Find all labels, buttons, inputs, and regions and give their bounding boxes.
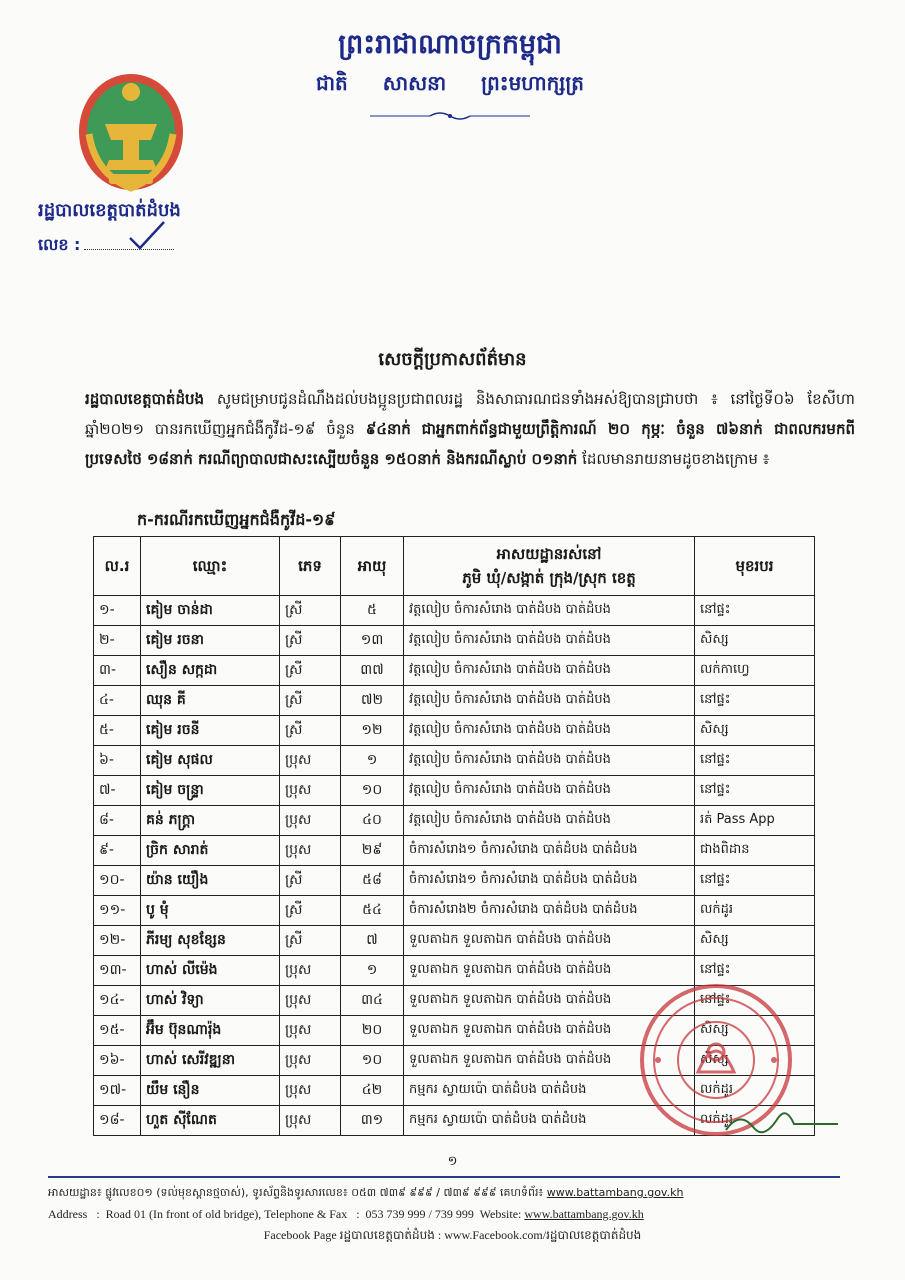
row-name: គៀម ចាន់ដា xyxy=(141,596,280,626)
footer-website-link-en[interactable]: www.battambang.gov.kh xyxy=(524,1207,644,1221)
footer-address-english xyxy=(48,1207,840,1222)
row-name: ភីរម្យ សុខខ្សែន xyxy=(141,926,280,956)
table-row xyxy=(94,896,815,926)
row-sex: ស្រី xyxy=(280,656,341,686)
row-sex: ស្រី xyxy=(280,686,341,716)
row-age: ៥៤ xyxy=(341,896,404,926)
row-name: គៀម សុផល xyxy=(141,746,280,776)
issuing-authority: រដ្ឋបាលខេត្តបាត់ដំបង xyxy=(38,200,181,221)
row-occupation: លក់កាហ្វេ xyxy=(695,656,815,686)
row-sex: ប្រុស xyxy=(280,1106,341,1136)
page-number: ១ xyxy=(447,1154,458,1169)
ornament-divider-icon xyxy=(370,110,530,122)
row-number: ៧- xyxy=(94,776,141,806)
row-name: ហួត ស៊ីណែត xyxy=(141,1106,280,1136)
row-address: ទួលតាឯក ទួលតាឯក បាត់ដំបង បាត់ដំបង xyxy=(404,1016,695,1046)
row-sex: ស្រី xyxy=(280,596,341,626)
row-name: ច្រិក សារាត់ xyxy=(141,836,280,866)
row-name: យឹម នឿន xyxy=(141,1076,280,1106)
row-address: វត្តលៀប ចំការសំរោង បាត់ដំបង បាត់ដំបង xyxy=(404,776,695,806)
outro-text: ដែលមានរាយនាមដូចខាងក្រោម ៖ xyxy=(582,450,770,468)
table-row xyxy=(94,716,815,746)
row-age: ២៩ xyxy=(341,836,404,866)
row-name: គៀម រចនី xyxy=(141,716,280,746)
row-number: ១៦- xyxy=(94,1046,141,1076)
row-number: ៤- xyxy=(94,686,141,716)
header-job: មុខរបរ xyxy=(695,537,815,596)
row-number: ១៥- xyxy=(94,1016,141,1046)
row-address: ទួលតាឯក ទួលតាឯក បាត់ដំបង បាត់ដំបង xyxy=(404,956,695,986)
row-number: ១- xyxy=(94,596,141,626)
row-address: ទួលតាឯក ទួលតាឯក បាត់ដំបង បាត់ដំបង xyxy=(404,926,695,956)
row-address: វត្តលៀប ចំការសំរោង បាត់ដំបង បាត់ដំបង xyxy=(404,686,695,716)
table-row xyxy=(94,806,815,836)
table-row xyxy=(94,776,815,806)
header-address-line2: ភូមិ ឃុំ/សង្កាត់ ក្រុង/ស្រុក ខេត្ត xyxy=(462,569,636,587)
table-row xyxy=(94,866,815,896)
row-occupation: នៅផ្ទះ xyxy=(695,776,815,806)
header-address xyxy=(404,537,695,596)
row-address: វត្តលៀប ចំការសំរោង បាត់ដំបង បាត់ដំបង xyxy=(404,596,695,626)
row-age: ៤២ xyxy=(341,1076,404,1106)
row-address: កម្មករ ស្វាយប៉ោ បាត់ដំបង បាត់ដំបង xyxy=(404,1076,695,1106)
row-name: ហាស់ លីម៉េង xyxy=(141,956,280,986)
row-occupation: រត់ Pass App xyxy=(695,806,815,836)
footer-address-khmer-text: អាសយដ្ឋាន៖ ផ្លូវលេខ០១ (ទល់មុខស្ពានថ្មចាស់), ទូរស័ព្ទនិងទូរសារលេខ៖ ០៥៣ ៧៣៩ ៩៩៩ / ៧៣៩ ៩៩៩ គេហទំព័រ៖ xyxy=(48,1186,544,1199)
kingdom-title: ព្រះរាជាណាចក្រកម្ពុជា xyxy=(338,29,562,60)
row-age: ១៣ xyxy=(341,626,404,656)
notice-paragraph xyxy=(85,384,855,474)
row-name: គៀម ចន្ទ្រា xyxy=(141,776,280,806)
row-occupation: សិស្ស xyxy=(695,716,815,746)
provincial-emblem-icon xyxy=(75,64,187,194)
row-name: ហាស់ វិទ្យា xyxy=(141,986,280,1016)
row-name: គន់ ភក្ត្រា xyxy=(141,806,280,836)
reference-label: លេខ : xyxy=(38,235,81,254)
header-name: ឈ្មោះ xyxy=(141,537,280,596)
row-sex: ប្រុស xyxy=(280,806,341,836)
checkmark-icon xyxy=(126,220,166,252)
table-row xyxy=(94,926,815,956)
row-age: ៤០ xyxy=(341,806,404,836)
row-sex: ប្រុស xyxy=(280,1046,341,1076)
national-motto: ជាតិ សាសនា ព្រះមហាក្សត្រ xyxy=(316,71,584,95)
row-number: ១២- xyxy=(94,926,141,956)
row-address: វត្តលៀប ចំការសំរោង បាត់ដំបង បាត់ដំបង xyxy=(404,656,695,686)
row-address: ចំការសំរោង១ ចំការសំរោង បាត់ដំបង បាត់ដំបង xyxy=(404,836,695,866)
row-occupation: នៅផ្ទះ xyxy=(695,596,815,626)
footer-divider xyxy=(48,1176,840,1178)
row-occupation: ជាងពិដាន xyxy=(695,836,815,866)
row-number: ១៣- xyxy=(94,956,141,986)
table-row xyxy=(94,836,815,866)
table-row xyxy=(94,686,815,716)
row-occupation: នៅផ្ទះ xyxy=(695,956,815,986)
row-address: វត្តលៀប ចំការសំរោង បាត់ដំបង បាត់ដំបង xyxy=(404,806,695,836)
row-name: សឿន សក្កដា xyxy=(141,656,280,686)
footer-address-khmer xyxy=(48,1186,840,1202)
row-occupation: លក់ដូរ xyxy=(695,896,815,926)
row-age: ២០ xyxy=(341,1016,404,1046)
row-address: កម្មករ ស្វាយប៉ោ បាត់ដំបង បាត់ដំបង xyxy=(404,1106,695,1136)
table-row xyxy=(94,596,815,626)
intro-org: រដ្ឋបាលខេត្តបាត់ដំបង xyxy=(85,390,205,408)
row-sex: ប្រុស xyxy=(280,1076,341,1106)
row-age: ៧ xyxy=(341,926,404,956)
row-sex: ប្រុស xyxy=(280,836,341,866)
row-address: ចំការសំរោង១ ចំការសំរោង បាត់ដំបង បាត់ដំបង xyxy=(404,866,695,896)
row-number: ១៨- xyxy=(94,1106,141,1136)
section-subheading: ក-ករណីរកឃើញអ្នកជំងឺកូវីដ-១៩ xyxy=(137,510,336,529)
row-age: ៥៨ xyxy=(341,866,404,896)
row-name: គៀម រចនា xyxy=(141,626,280,656)
footer-website-link-km[interactable]: www.battambang.gov.kh xyxy=(546,1186,684,1199)
row-age: ១០ xyxy=(341,776,404,806)
case-count: ៩៤នាក់ xyxy=(365,420,411,438)
notice-title: សេចក្តីប្រកាសព័ត៌មាន xyxy=(378,349,527,370)
row-address: វត្តលៀប ចំការសំរោង បាត់ដំបង បាត់ដំបង xyxy=(404,716,695,746)
row-name: ហាស់ សេរីវឌ្ឍនា xyxy=(141,1046,280,1076)
header-address-line1: អាសយដ្ឋានរស់នៅ xyxy=(496,545,602,563)
row-name: ឈុន គី xyxy=(141,686,280,716)
header-no: ល.រ xyxy=(94,537,141,596)
contact-summary: ជាអ្នកពាក់ព័ន្ធជាមួយព្រឹត្តិការណ៍ ២០ កុម្ភៈ ចំនួន ៧៦នាក់ ជាពលករមកពីប្រទេសថៃ ១៨នាក់ ករណីព្យាបាលជាសះស្បើយចំនួន ១៥០នាក់ និងករណីស្លាប់ ០១នាក់ xyxy=(85,420,855,468)
row-occupation: សិស្ស xyxy=(695,626,815,656)
table-row xyxy=(94,746,815,776)
row-address: ទួលតាឯក ទួលតាឯក បាត់ដំបង បាត់ដំបង xyxy=(404,1046,695,1076)
row-number: ១៧- xyxy=(94,1076,141,1106)
row-name: បូ មុំ xyxy=(141,896,280,926)
row-sex: ប្រុស xyxy=(280,776,341,806)
table-header-row xyxy=(94,537,815,596)
row-occupation: នៅផ្ទះ xyxy=(695,986,815,1016)
row-name: អ៊ឹម ប៊ុនណារ៉ុង xyxy=(141,1016,280,1046)
row-sex: ស្រី xyxy=(280,896,341,926)
row-sex: ប្រុស xyxy=(280,956,341,986)
row-age: ១០ xyxy=(341,1046,404,1076)
row-age: ៥ xyxy=(341,596,404,626)
row-sex: ស្រី xyxy=(280,866,341,896)
row-age: ១ xyxy=(341,746,404,776)
row-age: ៣១ xyxy=(341,1106,404,1136)
row-number: ៨- xyxy=(94,806,141,836)
row-occupation: សិស្ស xyxy=(695,1046,815,1076)
row-number: ១០- xyxy=(94,866,141,896)
row-address: វត្តលៀប ចំការសំរោង បាត់ដំបង បាត់ដំបង xyxy=(404,746,695,776)
row-number: ៦- xyxy=(94,746,141,776)
signature-icon xyxy=(720,1100,840,1140)
row-occupation: នៅផ្ទះ xyxy=(695,866,815,896)
row-sex: ស្រី xyxy=(280,626,341,656)
row-sex: ប្រុស xyxy=(280,746,341,776)
row-number: ១៤- xyxy=(94,986,141,1016)
row-occupation: លក់ដូរ xyxy=(695,1076,815,1106)
row-address: វត្តលៀប ចំការសំរោង បាត់ដំបង បាត់ដំបង xyxy=(404,626,695,656)
row-sex: ស្រី xyxy=(280,926,341,956)
intro-text: សូមជម្រាបជូនដំណឹងដល់បងប្អូនប្រជាពលរដ្ឋ និងសាធារណជនទាំងអស់ឱ្យបានជ្រាបថា ៖ នៅថ្ងៃទី០៦ ខែសីហា ឆ្នាំ២០២១ បានរកឃើញអ្នកជំងឺកូវីដ-១៩ ចំនួន xyxy=(85,390,855,438)
row-occupation: សិស្ស xyxy=(695,1016,815,1046)
row-age: ៣៧ xyxy=(341,656,404,686)
table-row xyxy=(94,626,815,656)
row-age: ១២ xyxy=(341,716,404,746)
row-number: ៩- xyxy=(94,836,141,866)
row-sex: ប្រុស xyxy=(280,986,341,1016)
row-age: ១ xyxy=(341,956,404,986)
row-occupation: លក់ដូរ xyxy=(695,1106,815,1136)
row-name: យ៉ាន យឿង xyxy=(141,866,280,896)
footer-address-english-text: Address : Road 01 (In front of old bridge), Telephone & Fax : 053 739 999 / 739 999 Website: xyxy=(48,1207,522,1221)
row-number: ៥- xyxy=(94,716,141,746)
row-number: ២- xyxy=(94,626,141,656)
row-address: ចំការសំរោង២ ចំការសំរោង បាត់ដំបង បាត់ដំបង xyxy=(404,896,695,926)
table-row xyxy=(94,656,815,686)
row-sex: ស្រី xyxy=(280,716,341,746)
row-number: ៣- xyxy=(94,656,141,686)
header-age: អាយុ xyxy=(341,537,404,596)
row-number: ១១- xyxy=(94,896,141,926)
row-address: ទួលតាឯក ទួលតាឯក បាត់ដំបង បាត់ដំបង xyxy=(404,986,695,1016)
row-sex: ប្រុស xyxy=(280,1016,341,1046)
row-occupation: សិស្ស xyxy=(695,926,815,956)
row-age: ៣៤ xyxy=(341,986,404,1016)
row-occupation: នៅផ្ទះ xyxy=(695,746,815,776)
row-occupation: នៅផ្ទះ xyxy=(695,686,815,716)
header-sex: ភេទ xyxy=(280,537,341,596)
footer-facebook: Facebook Page រដ្ឋបាលខេត្តបាត់ដំបង : www.Facebook.com/រដ្ឋបាលខេត្តបាត់ដំបង xyxy=(263,1228,642,1242)
row-age: ៧២ xyxy=(341,686,404,716)
